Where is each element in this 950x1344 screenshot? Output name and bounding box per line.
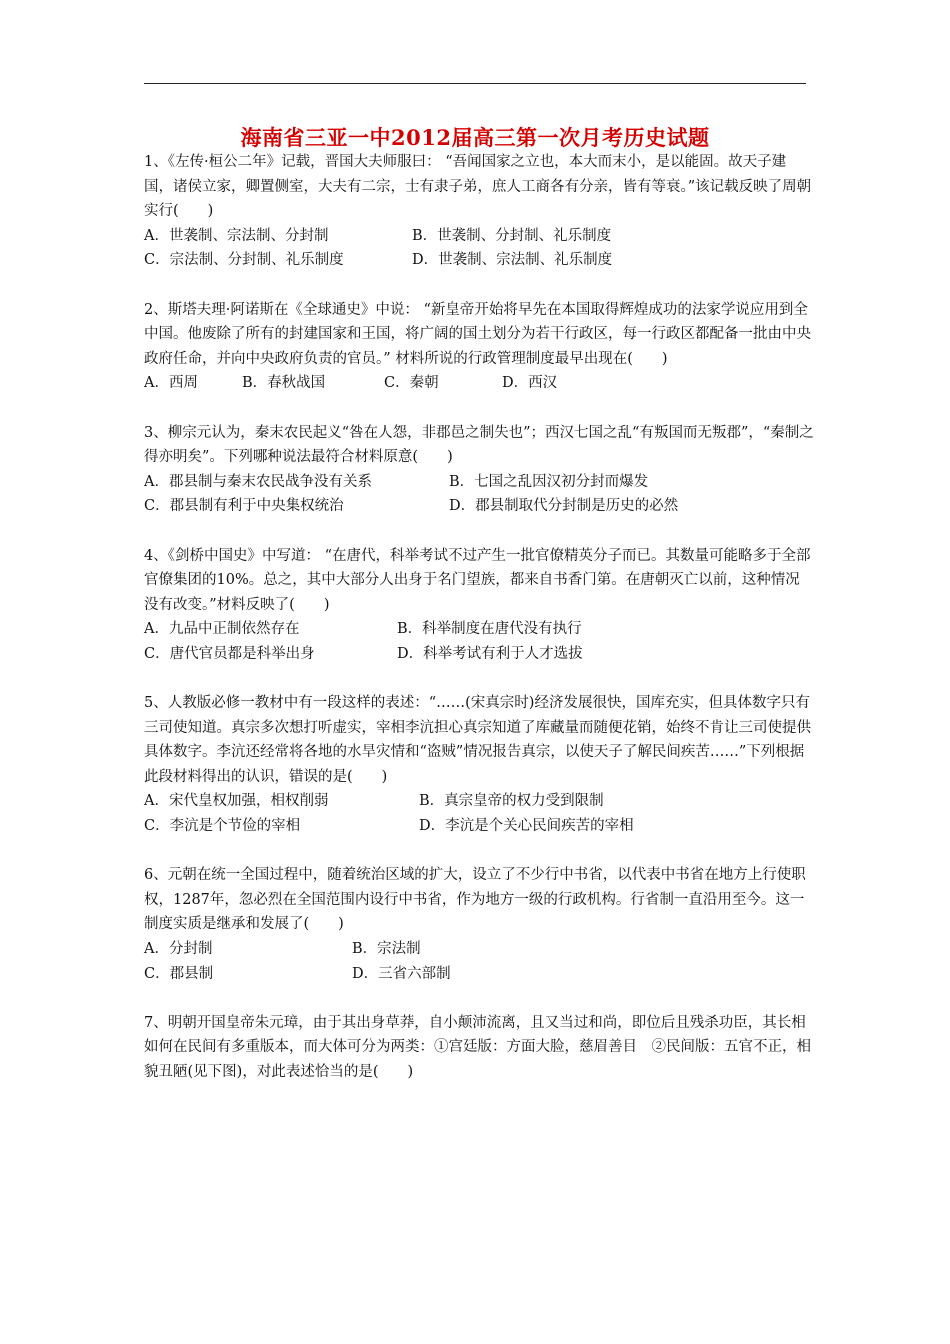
exam-title: 海南省三亚一中2012届高三第一次月考历史试题	[240, 125, 710, 150]
option-a: A．西周	[144, 375, 198, 392]
option-b: B．科举制度在唐代没有执行	[397, 621, 582, 638]
option-c: C．李沆是个节俭的宰相	[144, 818, 301, 835]
question-stem: 7、明朝开国皇帝朱元璋，由于其出身草莽，自小颠沛流离，且又当过和尚，即位后且残杀功臣，其长相如何在民间有多重版本，而大体可分为两类：①宫廷版：方面大脸，慈眉善目 ②民间版：五官不正，相貌丑陋(见下图)，对此表述恰当的是( )	[144, 1014, 811, 1080]
question-5	[144, 691, 814, 839]
question-7	[144, 1011, 814, 1085]
option-c: C．郡县制有利于中央集权统治	[144, 498, 344, 515]
question-stem: 6、元朝在统一全国过程中，随着统治区域的扩大，设立了不少行中书省，以代表中书省在地方上行使职权，1287年，忽必烈在全国范围内设行中书省，作为地方一级的行政机构。行省制一直沿用至今。这一制度实质是继承和发展了( )	[144, 867, 806, 933]
option-b: B．宗法制	[352, 941, 421, 957]
option-a: A．世袭制、宗法制、分封制	[144, 227, 329, 244]
option-b: B．世袭制、分封制、礼乐制度	[412, 227, 612, 244]
option-c: C．郡县制	[144, 965, 214, 982]
question-1	[144, 150, 814, 273]
option-d: D．西汉	[502, 375, 558, 392]
question-6	[144, 863, 814, 986]
question-stem: 2、斯塔夫理·阿诺斯在《全球通史》中说： “新皇帝开始将早先在本国取得辉煌成功的法家学说应用到全中国。他废除了所有的封建国家和王国，将广阔的国土划分为若干行政区，每一行政区都配备一批由中央政府任命，并向中央政府负责的官员。” 材料所说的行政管理制度最早出现在( )	[144, 301, 811, 367]
option-c: C．唐代官员都是科举出身	[144, 645, 315, 662]
question-list	[144, 150, 814, 1109]
option-c: C．秦朝	[384, 375, 439, 392]
option-d: D．科举考试有利于人才选拔	[397, 645, 583, 662]
option-b: B．真宗皇帝的权力受到限制	[419, 793, 604, 810]
option-d: D．三省六部制	[352, 965, 451, 982]
option-d: D．世袭制、宗法制、礼乐制度	[412, 252, 613, 269]
question-stem: 1、《左传·桓公二年》记载，晋国大夫师服曰： “吾闻国家之立也，本大而末小，是以能固。故天子建国，诸侯立家，卿置侧室，大夫有二宗，士有隶子弟，庶人工商各有分亲，皆有等衰。”该记载反映了周朝实行( )	[144, 154, 812, 220]
option-b: B．七国之乱因汉初分封而爆发	[449, 473, 649, 490]
option-c: C．宗法制、分封制、礼乐制度	[144, 252, 344, 269]
option-a: A．宋代皇权加强，相权削弱	[144, 793, 329, 810]
option-a: A．分封制	[144, 941, 213, 957]
question-stem: 3、柳宗元认为，秦末农民起义“咎在人怨，非郡邑之制失也”；西汉七国之乱“有叛国而无叛郡”，“秦制之得亦明矣”。下列哪种说法最符合材料原意( )	[144, 424, 814, 466]
option-d: D．郡县制取代分封制是历史的必然	[449, 498, 679, 515]
question-3	[144, 421, 814, 519]
question-2	[144, 298, 814, 396]
question-stem: 5、人教版必修一教材中有一段这样的表述：“……(宋真宗时)经济发展很快，国库充实，但具体数字只有三司使知道。真宗多次想打听虚实，宰相李沆担心真宗知道了库藏量而随便花销，始终不肯让三司使提供具体数字。李沆还经常将各地的水旱灾情和“盗贼”情况报告真宗，以使天子了解民间疾苦……”下列根据此段材料得出的认识，错误的是( )	[144, 695, 811, 785]
option-d: D．李沆是个关心民间疾苦的宰相	[419, 818, 634, 835]
question-4	[144, 544, 814, 667]
question-stem: 4、《剑桥中国史》中写道： “在唐代，科举考试不过产生一批官僚精英分子而已。其数量可能略多于全部官僚集团的10%。总之，其中大部分人出身于名门望族，都来自书香门第。在唐朝灭亡以前，这种情况没有改变。”材料反映了( )	[144, 547, 811, 613]
option-a: A．郡县制与秦末农民战争没有关系	[144, 473, 372, 490]
option-a: A．九品中正制依然存在	[144, 621, 300, 638]
header-rule	[144, 83, 806, 84]
option-b: B．春秋战国	[242, 375, 326, 392]
